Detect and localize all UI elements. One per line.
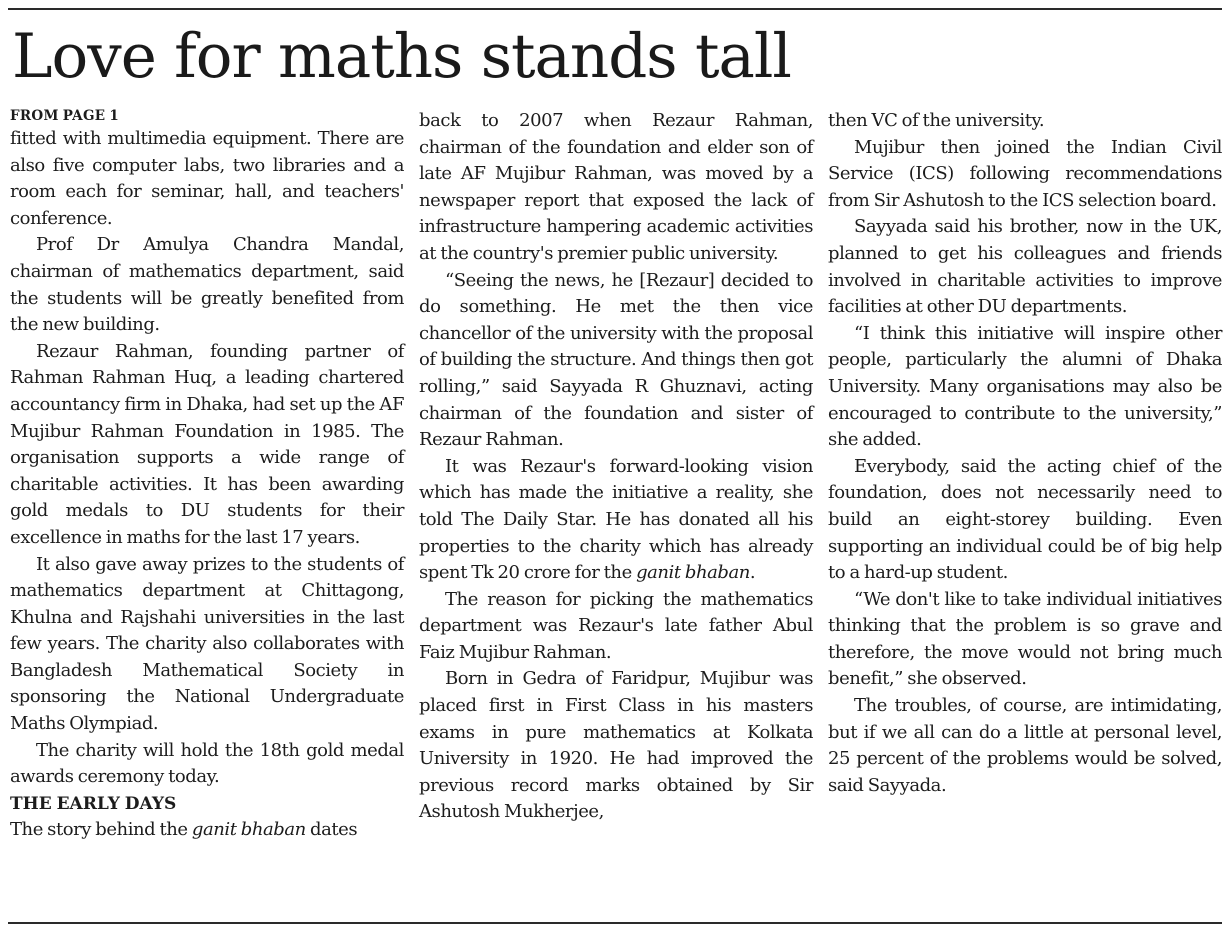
italic-term: ganit bhaban — [191, 819, 306, 841]
paragraph: It also gave away prizes to the students of mathematics department at Chittagong, Khulna and Rajshahi universities in the last few years. The charity also collaborates with Bangladesh Mathematical Society in sponsoring the National Undergraduate Maths Olympiad. — [10, 553, 404, 735]
paragraph: “We don't like to take individual initiatives thinking that the problem is so grave and therefore, the move would not bring much benefit,” she observed. — [828, 588, 1222, 690]
column-3 — [828, 108, 1222, 799]
paragraph: The reason for picking the mathematics department was Rezaur's late father Abul Faiz Mujibur Rahman. — [419, 588, 813, 663]
paragraph: Rezaur Rahman, founding partner of Rahman Rahman Huq, a leading chartered accountancy firm in Dhaka, had set up the AF Mujibur Rahman Foundation in 1985. The organisation supports a wide range of charitable activities. It has been awarding gold medals to DU students for their excellence in maths for the last 17 years. — [10, 340, 404, 548]
paragraph: Born in Gedra of Faridpur, Mujibur was placed first in First Class in his masters exams in pure mathematics at Kolkata University in 1920. He had improved the previous record marks obtained by Sir Ashutosh Mukherjee, — [419, 668, 813, 823]
paragraph: back to 2007 when Rezaur Rahman, chairman of the foundation and elder son of late AF Mujibur Rahman, was moved by a newspaper report that exposed the lack of infrastructure hampering academic activities at the country's premier public university. — [419, 110, 813, 264]
column-2 — [419, 108, 813, 826]
bottom-rule — [8, 922, 1222, 924]
paragraph: The troubles, of course, are intimidating, but if we all can do a little at personal level, 25 percent of the problems would be solved, said Sayyada. — [828, 695, 1222, 796]
paragraph: then VC of the university. — [828, 110, 1045, 131]
italic-term: ganit bhaban — [636, 562, 750, 584]
kicker: FROM PAGE 1 — [10, 108, 120, 124]
paragraph: Sayyada said his brother, now in the UK, planned to get his colleagues and friends involved in charitable activities to improve facilities at other DU departments. — [828, 216, 1222, 318]
text-run: The story behind the — [10, 819, 192, 841]
headline: Love for maths stands tall — [12, 21, 791, 92]
paragraph: “I think this initiative will inspire other people, particularly the alumni of Dhaka University. Many organisations may also be encouraged to contribute to the university,” she added. — [828, 322, 1222, 451]
text-run: It was Rezaur's forward-looking vision which has made the initiative a reality, she told The Daily Star. He has donated all his properties to the charity which has already spent Tk 20 crore for the — [419, 455, 813, 584]
paragraph: Prof Dr Amulya Chandra Mandal, chairman of mathematics department, said the students will be greatly benefited from the new building. — [10, 234, 404, 336]
column-1 — [10, 108, 404, 844]
paragraph — [419, 454, 813, 587]
paragraph: “Seeing the news, he [Rezaur] decided to do something. He met the then vice chancellor of the university with the proposal of building the structure. And things then got rolling,” said Sayyada R Ghuznavi, acting chairman of the foundation and sister of Rezaur Rahman. — [419, 269, 813, 451]
paragraph: Mujibur then joined the Indian Civil Service (ICS) following recommendations from Sir Ashutosh to the ICS selection board. — [828, 136, 1222, 211]
top-rule — [8, 8, 1222, 10]
paragraph: Everybody, said the acting chief of the foundation, does not necessarily need to build an eight-storey building. Even supporting an individual could be of big help to a hard-up student. — [828, 455, 1222, 584]
paragraph — [10, 817, 404, 844]
paragraph: fitted with multimedia equipment. There are also five computer labs, two libraries and a room each for seminar, hall, and teachers' conference. — [10, 128, 404, 229]
paragraph: The charity will hold the 18th gold medal awards ceremony today. — [10, 739, 404, 788]
text-run: dates — [305, 819, 358, 841]
text-run: . — [749, 562, 756, 584]
subhead: THE EARLY DAYS — [10, 793, 177, 814]
